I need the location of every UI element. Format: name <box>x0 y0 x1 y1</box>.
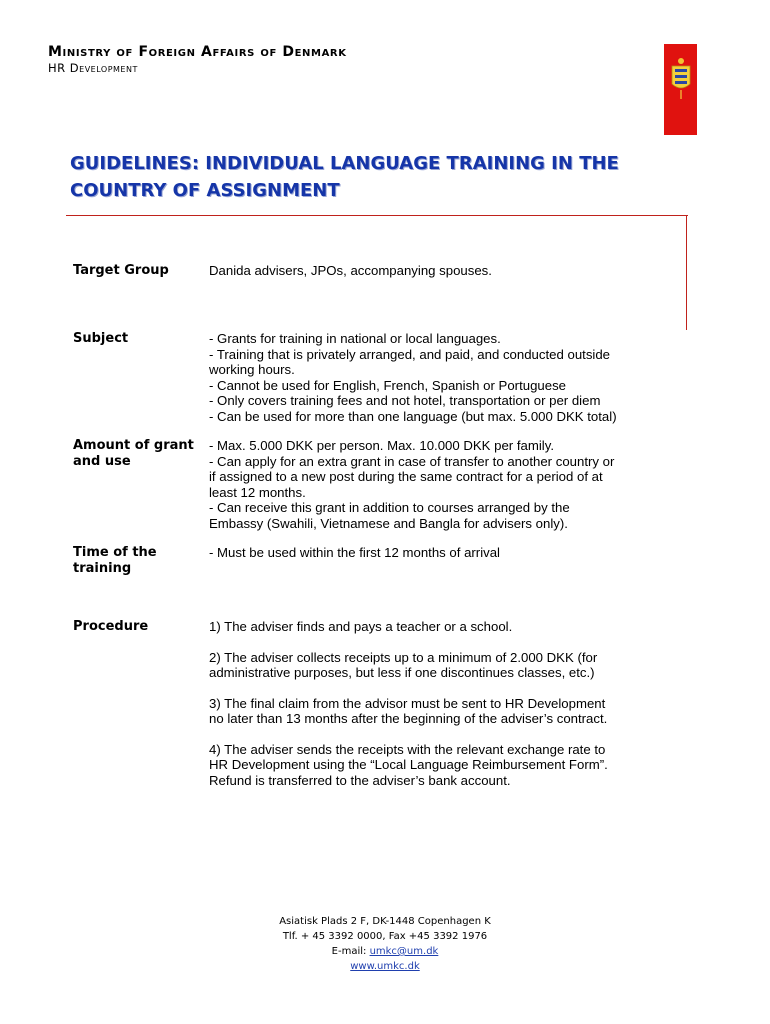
procedure-line: Refund is transferred to the adviser’s bank account. <box>209 772 511 788</box>
subject-text <box>209 331 659 424</box>
procedure-step-2 <box>209 650 659 681</box>
procedure-step-3 <box>209 696 659 727</box>
footer-contact <box>0 914 770 974</box>
subject-line: - Training that is privately arranged, and paid, and conducted outside <box>209 346 611 362</box>
right-border-line <box>686 215 687 330</box>
time-label-line-1: Time of the <box>73 545 157 560</box>
footer-phone: Tlf. + 45 3392 0000, Fax +45 3392 1976 <box>282 931 488 942</box>
procedure-line: HR Development using the “Local Language Reimbursement Form”. <box>209 757 608 772</box>
amount-line: - Can receive this grant in addition to courses arranged by the <box>209 500 570 515</box>
website-link[interactable]: www.umkc.dk <box>350 961 420 972</box>
subject-label: Subject <box>73 331 129 346</box>
amount-line: if assigned to a new post during the same contract for a period of at <box>209 469 603 484</box>
amount-text <box>209 438 659 531</box>
title-line-1: GUIDELINES: INDIVIDUAL LANGUAGE TRAINING IN THE <box>70 153 619 174</box>
amount-line: - Max. 5.000 DKK per person. Max. 10.000 DKK per family. <box>209 438 554 453</box>
procedure-text <box>209 619 659 803</box>
target-group-text: Danida advisers, JPOs, accompanying spouses. <box>209 263 492 278</box>
email-link[interactable]: umkc@um.dk <box>369 946 439 957</box>
footer-email-label: E-mail: <box>331 946 370 957</box>
procedure-step-4 <box>209 742 659 789</box>
coat-of-arms-emblem <box>664 44 697 135</box>
subject-line: - Cannot be used for English, French, Spanish or Portuguese <box>209 377 567 393</box>
footer-address: Asiatisk Plads 2 F, DK-1448 Copenhagen K <box>279 916 491 927</box>
procedure-line: 2) The adviser collects receipts up to a minimum of 2.000 DKK (for <box>209 649 598 665</box>
three-lions-icon <box>664 44 697 135</box>
target-group-label: Target Group <box>73 263 169 278</box>
department-name: HR Development <box>48 61 138 75</box>
footer-email-row <box>0 944 770 959</box>
time-text: - Must be used within the first 12 months of arrival <box>209 545 500 560</box>
procedure-line: 4) The adviser sends the receipts with the relevant exchange rate to <box>209 741 606 757</box>
procedure-line: no later than 13 months after the beginning of the adviser’s contract. <box>209 711 608 726</box>
procedure-line: 3) The final claim from the advisor must be sent to HR Development <box>209 695 606 711</box>
title-divider <box>66 215 688 216</box>
procedure-label: Procedure <box>73 619 149 634</box>
subject-line: - Grants for training in national or local languages. <box>209 331 501 346</box>
procedure-line: administrative purposes, but less if one discontinues classes, etc.) <box>209 665 595 680</box>
amount-line: Embassy (Swahili, Vietnamese and Bangla for advisers only). <box>209 515 568 531</box>
subject-line: - Only covers training fees and not hotel, transportation or per diem <box>209 393 601 408</box>
subject-line: working hours. <box>209 362 295 377</box>
amount-label-line-1: Amount of grant <box>73 438 194 453</box>
page-title <box>70 150 670 204</box>
amount-line: least 12 months. <box>209 484 306 500</box>
amount-label <box>73 438 203 469</box>
subject-line: - Can be used for more than one language (but max. 5.000 DKK total) <box>209 408 617 424</box>
time-label <box>73 545 203 576</box>
procedure-line: 1) The adviser finds and pays a teacher or a school. <box>209 619 513 634</box>
title-line-2: COUNTRY OF ASSIGNMENT <box>70 180 340 201</box>
amount-label-line-2: and use <box>73 453 131 469</box>
amount-line: - Can apply for an extra grant in case of transfer to another country or <box>209 453 615 469</box>
procedure-step-1 <box>209 619 659 635</box>
ministry-name: Ministry of Foreign Affairs of Denmark <box>48 44 347 60</box>
time-label-line-2: training <box>73 560 132 576</box>
letterhead <box>48 44 347 75</box>
